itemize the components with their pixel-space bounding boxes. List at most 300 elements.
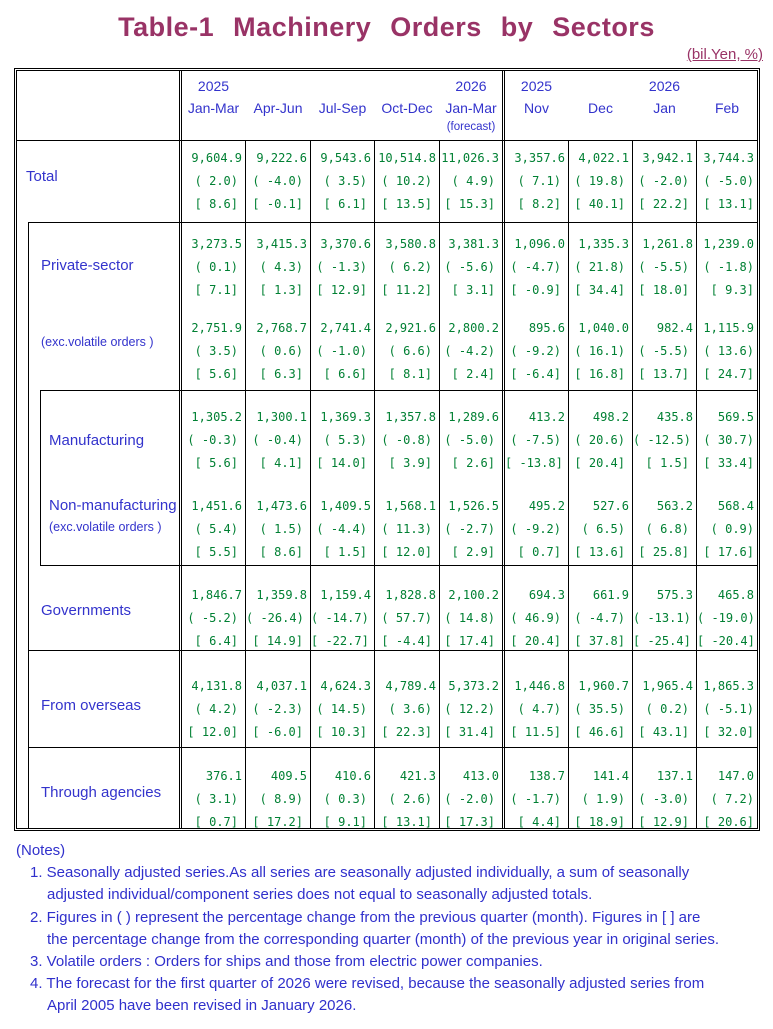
cell-from-overseas-col9 bbox=[697, 675, 757, 744]
cell-qoq-change: ( -12.5) bbox=[633, 433, 691, 447]
cell-qoq-change: ( 0.1) bbox=[194, 260, 238, 274]
cell-from-overseas-col8 bbox=[633, 675, 696, 744]
cell-yoy-change: [ 17.3] bbox=[444, 815, 495, 829]
cell-total-col8 bbox=[633, 147, 696, 216]
cell-value: 2,751.9 bbox=[191, 321, 242, 335]
cell-governments-col2 bbox=[246, 584, 310, 653]
cell-qoq-change: ( -4.2) bbox=[444, 344, 495, 358]
cell-value: 1,357.8 bbox=[385, 410, 436, 424]
cell-private-sector-col7 bbox=[569, 233, 632, 302]
cell-yoy-change: [ 6.1] bbox=[323, 197, 367, 211]
cell-from-overseas-col6 bbox=[505, 675, 568, 744]
column-header-year bbox=[311, 76, 374, 96]
cell-qoq-change: ( -1.8) bbox=[703, 260, 754, 274]
cell-manufacturing-col7 bbox=[569, 406, 632, 475]
cell-qoq-change: ( 6.5) bbox=[581, 522, 625, 536]
cell-private-sector-col9 bbox=[697, 233, 757, 302]
cell-qoq-change: ( 4.9) bbox=[451, 174, 495, 188]
cell-value: 895.6 bbox=[528, 321, 565, 335]
cell-value: 9,543.6 bbox=[320, 151, 371, 165]
cell-value: 495.2 bbox=[528, 499, 565, 513]
cell-qoq-change: ( 5.4) bbox=[194, 522, 238, 536]
column-header-period: Dec bbox=[588, 100, 613, 116]
column-header-year bbox=[375, 76, 439, 96]
cell-value: 413.0 bbox=[462, 769, 499, 783]
cell-yoy-change: [ 24.7] bbox=[703, 367, 754, 381]
cell-yoy-change: [ 17.6] bbox=[703, 545, 754, 559]
cell-non-manufacturing-col6 bbox=[505, 495, 568, 564]
cell-yoy-change: [ -4.4] bbox=[381, 634, 432, 648]
cell-qoq-change: ( 4.2) bbox=[194, 702, 238, 716]
note-1-line: 1. Seasonally adjusted series.As all series are seasonally adjusted individually, a sum of seasonally bbox=[30, 864, 690, 882]
column-header-forecast-note: (forecast) bbox=[446, 121, 496, 133]
cell-value: 435.8 bbox=[656, 410, 693, 424]
cell-qoq-change: ( 5.3) bbox=[323, 433, 367, 447]
cell-yoy-change: [ 5.6] bbox=[194, 456, 238, 470]
grid-line-horizontal bbox=[17, 140, 757, 141]
cell-value: 4,022.1 bbox=[578, 151, 629, 165]
cell-private-sector-col8 bbox=[633, 233, 696, 302]
note-2-line: the percentage change from the corresponding quarter (month) of the previous year in original series. bbox=[47, 930, 720, 948]
cell-yoy-change: [ 3.9] bbox=[388, 456, 432, 470]
cell-non-manufacturing-col3 bbox=[311, 495, 374, 564]
cell-private-sector-exc-volatile-col1 bbox=[182, 317, 245, 386]
cell-qoq-change: ( 21.8) bbox=[574, 260, 625, 274]
cell-governments-col5 bbox=[440, 584, 502, 653]
cell-yoy-change: [ -0.1] bbox=[252, 197, 303, 211]
cell-value: 563.2 bbox=[656, 499, 693, 513]
cell-yoy-change: [ 20.6] bbox=[703, 815, 754, 829]
cell-from-overseas-col1 bbox=[182, 675, 245, 744]
cell-qoq-change: ( 7.1) bbox=[517, 174, 561, 188]
cell-value: 3,580.8 bbox=[385, 237, 436, 251]
cell-yoy-change: [ 1.5] bbox=[645, 456, 689, 470]
cell-value: 2,741.4 bbox=[320, 321, 371, 335]
note-3-line: 3. Volatile orders : Orders for ships and those from electric power companies. bbox=[30, 953, 543, 971]
cell-value: 4,624.3 bbox=[320, 679, 371, 693]
cell-from-overseas-col3 bbox=[311, 675, 374, 744]
cell-qoq-change: ( 46.9) bbox=[510, 611, 561, 625]
cell-qoq-change: ( -5.0) bbox=[703, 174, 754, 188]
cell-qoq-change: ( -4.7) bbox=[574, 611, 625, 625]
cell-qoq-change: ( 3.1) bbox=[194, 792, 238, 806]
cell-value: 3,942.1 bbox=[642, 151, 693, 165]
cell-value: 3,357.6 bbox=[514, 151, 565, 165]
cell-value: 569.5 bbox=[717, 410, 754, 424]
cell-from-overseas-col7 bbox=[569, 675, 632, 744]
cell-manufacturing-col1 bbox=[182, 406, 245, 475]
cell-yoy-change: [ 3.1] bbox=[451, 283, 495, 297]
cell-qoq-change: ( 19.8) bbox=[574, 174, 625, 188]
cell-yoy-change: [ 22.3] bbox=[381, 725, 432, 739]
cell-through-agencies-col1 bbox=[182, 765, 245, 834]
column-header-year: 2025 bbox=[520, 78, 553, 94]
cell-private-sector-col2 bbox=[246, 233, 310, 302]
cell-through-agencies-col7 bbox=[569, 765, 632, 834]
cell-value: 9,222.6 bbox=[256, 151, 307, 165]
column-header-period: Jan-Mar bbox=[445, 100, 497, 116]
row-label-private-sector-exc-volatile: (exc.volatile orders ) bbox=[41, 335, 154, 349]
cell-non-manufacturing-col2 bbox=[246, 495, 310, 564]
cell-yoy-change: [ 17.2] bbox=[252, 815, 303, 829]
cell-value: 527.6 bbox=[592, 499, 629, 513]
cell-value: 141.4 bbox=[592, 769, 629, 783]
cell-manufacturing-col5 bbox=[440, 406, 502, 475]
note-2-line: 2. Figures in ( ) represent the percentage change from the previous quarter (month). Figures in [ ] are bbox=[30, 908, 701, 926]
cell-qoq-change: ( 7.2) bbox=[710, 792, 754, 806]
column-header-year bbox=[569, 76, 632, 96]
cell-yoy-change: [ 2.6] bbox=[451, 456, 495, 470]
cell-yoy-change: [ 46.6] bbox=[574, 725, 625, 739]
row-label-private-sector: Private-sector bbox=[41, 257, 134, 274]
cell-through-agencies-col6 bbox=[505, 765, 568, 834]
cell-from-overseas-col2 bbox=[246, 675, 310, 744]
cell-private-sector-exc-volatile-col9 bbox=[697, 317, 757, 386]
notes-section bbox=[16, 840, 766, 1018]
cell-qoq-change: ( 1.9) bbox=[581, 792, 625, 806]
page-title: Table-1 Machinery Orders by Sectors bbox=[118, 12, 655, 42]
note-4-line: 4. The forecast for the first quarter of 2026 were revised, because the seasonally adjusted series from bbox=[30, 975, 705, 993]
cell-qoq-change: ( -1.3) bbox=[316, 260, 367, 274]
cell-qoq-change: ( -2.0) bbox=[444, 792, 495, 806]
cell-private-sector-exc-volatile-col8 bbox=[633, 317, 696, 386]
cell-value: 1,960.7 bbox=[578, 679, 629, 693]
cell-yoy-change: [ 18.0] bbox=[638, 283, 689, 297]
cell-yoy-change: [ 14.9] bbox=[252, 634, 303, 648]
orders-table bbox=[14, 68, 760, 831]
cell-yoy-change: [ 20.4] bbox=[574, 456, 625, 470]
cell-qoq-change: ( -2.0) bbox=[638, 174, 689, 188]
cell-value: 1,828.8 bbox=[385, 588, 436, 602]
cell-value: 376.1 bbox=[205, 769, 242, 783]
cell-value: 2,800.2 bbox=[448, 321, 499, 335]
cell-value: 1,369.3 bbox=[320, 410, 371, 424]
cell-value: 3,273.5 bbox=[191, 237, 242, 251]
cell-value: 2,921.6 bbox=[385, 321, 436, 335]
cell-value: 465.8 bbox=[717, 588, 754, 602]
cell-through-agencies-col8 bbox=[633, 765, 696, 834]
grid-line-horizontal bbox=[28, 747, 757, 748]
cell-governments-col7 bbox=[569, 584, 632, 653]
cell-private-sector-col1 bbox=[182, 233, 245, 302]
cell-qoq-change: ( 3.5) bbox=[323, 174, 367, 188]
cell-qoq-change: ( 6.2) bbox=[388, 260, 432, 274]
grid-line-nest bbox=[40, 390, 41, 565]
cell-value: 9,604.9 bbox=[191, 151, 242, 165]
cell-value: 1,568.1 bbox=[385, 499, 436, 513]
row-label-from-overseas: From overseas bbox=[41, 697, 142, 714]
cell-yoy-change: [ 11.2] bbox=[381, 283, 432, 297]
cell-value: 1,096.0 bbox=[514, 237, 565, 251]
cell-yoy-change: [ 5.5] bbox=[194, 545, 238, 559]
cell-private-sector-col4 bbox=[375, 233, 439, 302]
cell-qoq-change: ( 4.3) bbox=[259, 260, 303, 274]
cell-yoy-change: [ -6.4] bbox=[510, 367, 561, 381]
cell-total-col4 bbox=[375, 147, 439, 216]
cell-yoy-change: [ 14.0] bbox=[316, 456, 367, 470]
cell-yoy-change: [ 5.6] bbox=[194, 367, 238, 381]
cell-qoq-change: ( -5.0) bbox=[444, 433, 495, 447]
cell-yoy-change: [ 9.3] bbox=[710, 283, 754, 297]
cell-yoy-change: [ 18.9] bbox=[574, 815, 625, 829]
cell-yoy-change: [ 37.8] bbox=[574, 634, 625, 648]
cell-qoq-change: ( -5.6) bbox=[444, 260, 495, 274]
cell-value: 1,451.6 bbox=[191, 499, 242, 513]
cell-private-sector-exc-volatile-col5 bbox=[440, 317, 502, 386]
cell-value: 3,415.3 bbox=[256, 237, 307, 251]
grid-line-horizontal bbox=[40, 565, 757, 566]
cell-manufacturing-col4 bbox=[375, 406, 439, 475]
cell-value: 2,768.7 bbox=[256, 321, 307, 335]
cell-yoy-change: [ 4.4] bbox=[517, 815, 561, 829]
cell-non-manufacturing-col1 bbox=[182, 495, 245, 564]
cell-value: 3,744.3 bbox=[703, 151, 754, 165]
column-header-period: Jan-Mar bbox=[187, 100, 240, 116]
cell-yoy-change: [ 8.2] bbox=[517, 197, 561, 211]
cell-private-sector-col5 bbox=[440, 233, 502, 302]
cell-qoq-change: ( 16.1) bbox=[574, 344, 625, 358]
cell-yoy-change: [ 12.0] bbox=[381, 545, 432, 559]
cell-from-overseas-col5 bbox=[440, 675, 502, 744]
cell-governments-col8 bbox=[633, 584, 696, 653]
cell-qoq-change: ( 14.5) bbox=[316, 702, 367, 716]
cell-private-sector-exc-volatile-col3 bbox=[311, 317, 374, 386]
cell-through-agencies-col5 bbox=[440, 765, 502, 834]
cell-qoq-change: ( 20.6) bbox=[574, 433, 625, 447]
cell-value: 1,409.5 bbox=[320, 499, 371, 513]
column-header-period: Nov bbox=[524, 100, 549, 116]
cell-yoy-change: [ 43.1] bbox=[638, 725, 689, 739]
cell-total-col1 bbox=[182, 147, 245, 216]
cell-value: 982.4 bbox=[656, 321, 693, 335]
cell-governments-col9 bbox=[697, 584, 757, 653]
cell-total-col7 bbox=[569, 147, 632, 216]
cell-governments-col6 bbox=[505, 584, 568, 653]
column-header-year bbox=[246, 76, 310, 96]
column-header-year: 2026 bbox=[455, 78, 487, 94]
cell-yoy-change: [ 1.3] bbox=[259, 283, 303, 297]
cell-yoy-change: [ 13.1] bbox=[703, 197, 754, 211]
cell-qoq-change: ( 8.9) bbox=[259, 792, 303, 806]
cell-yoy-change: [ 0.7] bbox=[194, 815, 238, 829]
cell-yoy-change: [ 4.1] bbox=[259, 456, 303, 470]
cell-qoq-change: ( 2.0) bbox=[194, 174, 238, 188]
row-label-non-manufacturing: Non-manufacturing bbox=[49, 497, 177, 514]
cell-qoq-change: ( 13.6) bbox=[703, 344, 754, 358]
notes-heading: (Notes) bbox=[16, 842, 66, 859]
cell-value: 1,526.5 bbox=[448, 499, 499, 513]
cell-qoq-change: ( -9.2) bbox=[510, 522, 561, 536]
cell-value: 1,846.7 bbox=[191, 588, 242, 602]
cell-yoy-change: [ 8.6] bbox=[194, 197, 238, 211]
cell-yoy-change: [ 13.7] bbox=[638, 367, 689, 381]
cell-yoy-change: [ 11.5] bbox=[510, 725, 561, 739]
cell-qoq-change: ( -0.3) bbox=[187, 433, 238, 447]
cell-yoy-change: [ 2.4] bbox=[451, 367, 495, 381]
cell-value: 4,789.4 bbox=[385, 679, 436, 693]
cell-manufacturing-col6 bbox=[505, 406, 568, 475]
cell-yoy-change: [ 13.5] bbox=[381, 197, 432, 211]
cell-qoq-change: ( -4.7) bbox=[510, 260, 561, 274]
cell-qoq-change: ( -2.7) bbox=[444, 522, 495, 536]
cell-qoq-change: ( 3.5) bbox=[194, 344, 238, 358]
cell-value: 11,026.3 bbox=[441, 151, 499, 165]
cell-qoq-change: ( 0.3) bbox=[323, 792, 367, 806]
cell-qoq-change: ( -5.5) bbox=[638, 260, 689, 274]
cell-yoy-change: [ 40.1] bbox=[574, 197, 625, 211]
row-label-non-manufacturing: (exc.volatile orders ) bbox=[49, 520, 162, 534]
cell-qoq-change: ( -4.0) bbox=[252, 174, 303, 188]
cell-value: 410.6 bbox=[334, 769, 371, 783]
row-label-manufacturing: Manufacturing bbox=[49, 432, 145, 449]
cell-total-col5 bbox=[440, 147, 502, 216]
cell-yoy-change: [ -6.0] bbox=[252, 725, 303, 739]
cell-yoy-change: [ -13.8] bbox=[505, 456, 563, 470]
column-header-period: Jul-Sep bbox=[318, 100, 367, 116]
cell-value: 1,335.3 bbox=[578, 237, 629, 251]
cell-qoq-change: ( 30.7) bbox=[703, 433, 754, 447]
cell-qoq-change: ( 0.6) bbox=[259, 344, 303, 358]
cell-non-manufacturing-col5 bbox=[440, 495, 502, 564]
cell-value: 4,131.8 bbox=[191, 679, 242, 693]
cell-yoy-change: [ 9.1] bbox=[323, 815, 367, 829]
cell-yoy-change: [ 2.9] bbox=[451, 545, 495, 559]
cell-qoq-change: ( -9.2) bbox=[510, 344, 561, 358]
cell-value: 694.3 bbox=[528, 588, 565, 602]
cell-value: 1,300.1 bbox=[256, 410, 307, 424]
cell-from-overseas-col4 bbox=[375, 675, 439, 744]
cell-value: 1,040.0 bbox=[578, 321, 629, 335]
cell-total-col2 bbox=[246, 147, 310, 216]
cell-yoy-change: [ 12.9] bbox=[316, 283, 367, 297]
cell-total-col6 bbox=[505, 147, 568, 216]
cell-non-manufacturing-col4 bbox=[375, 495, 439, 564]
cell-value: 421.3 bbox=[399, 769, 436, 783]
column-header-year: 2026 bbox=[648, 78, 681, 94]
cell-qoq-change: ( -0.8) bbox=[381, 433, 432, 447]
cell-through-agencies-col3 bbox=[311, 765, 374, 834]
cell-qoq-change: ( 6.8) bbox=[645, 522, 689, 536]
cell-qoq-change: ( 6.6) bbox=[388, 344, 432, 358]
cell-qoq-change: ( -5.2) bbox=[187, 611, 238, 625]
cell-qoq-change: ( -2.3) bbox=[252, 702, 303, 716]
cell-yoy-change: [ 16.8] bbox=[574, 367, 625, 381]
cell-value: 498.2 bbox=[592, 410, 629, 424]
cell-yoy-change: [ 6.4] bbox=[194, 634, 238, 648]
cell-value: 1,115.9 bbox=[703, 321, 754, 335]
cell-qoq-change: ( 11.3) bbox=[381, 522, 432, 536]
cell-qoq-change: ( -4.4) bbox=[316, 522, 367, 536]
cell-value: 1,159.4 bbox=[320, 588, 371, 602]
cell-yoy-change: [ 13.6] bbox=[574, 545, 625, 559]
grid-line-nest bbox=[28, 222, 29, 828]
cell-value: 1,289.6 bbox=[448, 410, 499, 424]
column-header-period: Feb bbox=[714, 100, 740, 116]
cell-governments-col4 bbox=[375, 584, 439, 653]
cell-value: 1,473.6 bbox=[256, 499, 307, 513]
cell-value: 138.7 bbox=[528, 769, 565, 783]
cell-qoq-change: ( 14.8) bbox=[444, 611, 495, 625]
cell-yoy-change: [ -20.4] bbox=[697, 634, 755, 648]
column-header-period: Oct-Dec bbox=[381, 100, 433, 116]
cell-value: 2,100.2 bbox=[448, 588, 499, 602]
cell-qoq-change: ( 1.5) bbox=[259, 522, 303, 536]
cell-yoy-change: [ 1.5] bbox=[323, 545, 367, 559]
cell-yoy-change: [ 25.8] bbox=[638, 545, 689, 559]
row-label-governments: Governments bbox=[41, 602, 132, 619]
note-4-line: April 2005 have been revised in January 2026. bbox=[47, 997, 357, 1015]
cell-yoy-change: [ 10.3] bbox=[316, 725, 367, 739]
cell-qoq-change: ( 12.2) bbox=[444, 702, 495, 716]
row-label-total: Total bbox=[26, 168, 58, 185]
grid-line-horizontal bbox=[40, 390, 757, 391]
cell-through-agencies-col9 bbox=[697, 765, 757, 834]
cell-value: 3,381.3 bbox=[448, 237, 499, 251]
cell-qoq-change: ( 2.6) bbox=[388, 792, 432, 806]
cell-value: 147.0 bbox=[717, 769, 754, 783]
column-header-year: 2025 bbox=[197, 78, 230, 94]
cell-yoy-change: [ -22.7] bbox=[311, 634, 369, 648]
cell-yoy-change: [ 12.9] bbox=[638, 815, 689, 829]
cell-governments-col1 bbox=[182, 584, 245, 653]
cell-qoq-change: ( -5.1) bbox=[703, 702, 754, 716]
cell-yoy-change: [ 20.4] bbox=[510, 634, 561, 648]
cell-private-sector-col6 bbox=[505, 233, 568, 302]
cell-yoy-change: [ 6.6] bbox=[323, 367, 367, 381]
cell-manufacturing-col3 bbox=[311, 406, 374, 475]
cell-manufacturing-col9 bbox=[697, 406, 757, 475]
cell-value: 1,446.8 bbox=[514, 679, 565, 693]
cell-qoq-change: ( -7.5) bbox=[510, 433, 561, 447]
cell-qoq-change: ( -14.7) bbox=[311, 611, 369, 625]
cell-value: 568.4 bbox=[717, 499, 754, 513]
cell-value: 1,239.0 bbox=[703, 237, 754, 251]
cell-value: 1,965.4 bbox=[642, 679, 693, 693]
cell-private-sector-exc-volatile-col2 bbox=[246, 317, 310, 386]
cell-value: 1,359.8 bbox=[256, 588, 307, 602]
cell-manufacturing-col8 bbox=[633, 406, 696, 475]
cell-qoq-change: ( 10.2) bbox=[381, 174, 432, 188]
column-header-period: Apr-Jun bbox=[253, 100, 303, 116]
cell-non-manufacturing-col8 bbox=[633, 495, 696, 564]
cell-non-manufacturing-col7 bbox=[569, 495, 632, 564]
cell-qoq-change: ( -26.4) bbox=[246, 611, 304, 625]
cell-yoy-change: [ 0.7] bbox=[517, 545, 561, 559]
cell-value: 1,261.8 bbox=[642, 237, 693, 251]
cell-yoy-change: [ 7.1] bbox=[194, 283, 238, 297]
cell-total-col3 bbox=[311, 147, 374, 216]
cell-value: 1,305.2 bbox=[191, 410, 242, 424]
cell-qoq-change: ( -19.0) bbox=[697, 611, 755, 625]
cell-value: 661.9 bbox=[592, 588, 629, 602]
cell-private-sector-exc-volatile-col4 bbox=[375, 317, 439, 386]
cell-through-agencies-col4 bbox=[375, 765, 439, 834]
cell-qoq-change: ( 3.6) bbox=[388, 702, 432, 716]
cell-qoq-change: ( -5.5) bbox=[638, 344, 689, 358]
cell-value: 4,037.1 bbox=[256, 679, 307, 693]
cell-qoq-change: ( 0.9) bbox=[710, 522, 754, 536]
grid-line-horizontal bbox=[28, 222, 757, 223]
cell-yoy-change: [ 8.6] bbox=[259, 545, 303, 559]
column-header-period: Jan bbox=[653, 100, 676, 116]
cell-value: 575.3 bbox=[656, 588, 693, 602]
cell-qoq-change: ( -3.0) bbox=[638, 792, 689, 806]
row-label-through-agencies: Through agencies bbox=[41, 784, 162, 801]
cell-qoq-change: ( 35.5) bbox=[574, 702, 625, 716]
cell-governments-col3 bbox=[311, 584, 374, 653]
cell-value: 10,514.8 bbox=[378, 151, 436, 165]
cell-value: 3,370.6 bbox=[320, 237, 371, 251]
